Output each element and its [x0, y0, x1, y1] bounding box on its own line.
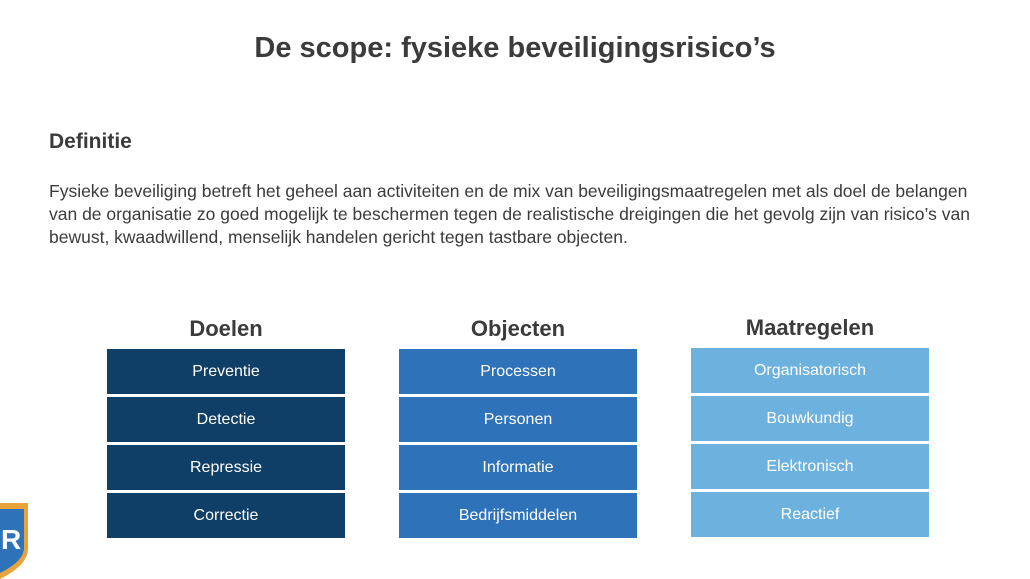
column-maatregelen	[691, 315, 929, 540]
cell-detectie: Detectie	[107, 397, 345, 442]
cell-elektronisch: Elektronisch	[691, 444, 929, 489]
definition-heading: Definitie	[49, 130, 132, 153]
cell-organisatorisch: Organisatorisch	[691, 348, 929, 393]
cell-reactief: Reactief	[691, 492, 929, 537]
cell-bouwkundig: Bouwkundig	[691, 396, 929, 441]
column-doelen	[107, 316, 345, 541]
cell-repressie: Repressie	[107, 445, 345, 490]
column-objecten	[399, 316, 637, 541]
logo-letter: R	[1, 524, 22, 555]
cell-correctie: Correctie	[107, 493, 345, 538]
cell-personen: Personen	[399, 397, 637, 442]
cell-processen: Processen	[399, 349, 637, 394]
cell-bedrijfsmiddelen: Bedrijfsmiddelen	[399, 493, 637, 538]
column-header-maatregelen: Maatregelen	[745, 315, 875, 340]
company-logo-icon	[0, 503, 30, 579]
cell-preventie: Preventie	[107, 349, 345, 394]
slide-title: De scope: fysieke beveiligingsrisico’s	[254, 32, 776, 64]
column-header-objecten: Objecten	[470, 316, 566, 341]
column-header-doelen: Doelen	[189, 316, 263, 341]
cell-informatie: Informatie	[399, 445, 637, 490]
definition-text: Fysieke beveiliging betreft het geheel aan activiteiten en de mix van beveiligingsmaatregelen met als doel de belangen van de organisatie zo goed mogelijk te beschermen tegen de realistische dreigingen die het gevolg zijn van risico’s van bewust, kwaadwillend, menselijk handelen gericht tegen tastbare objecten.	[49, 181, 970, 247]
